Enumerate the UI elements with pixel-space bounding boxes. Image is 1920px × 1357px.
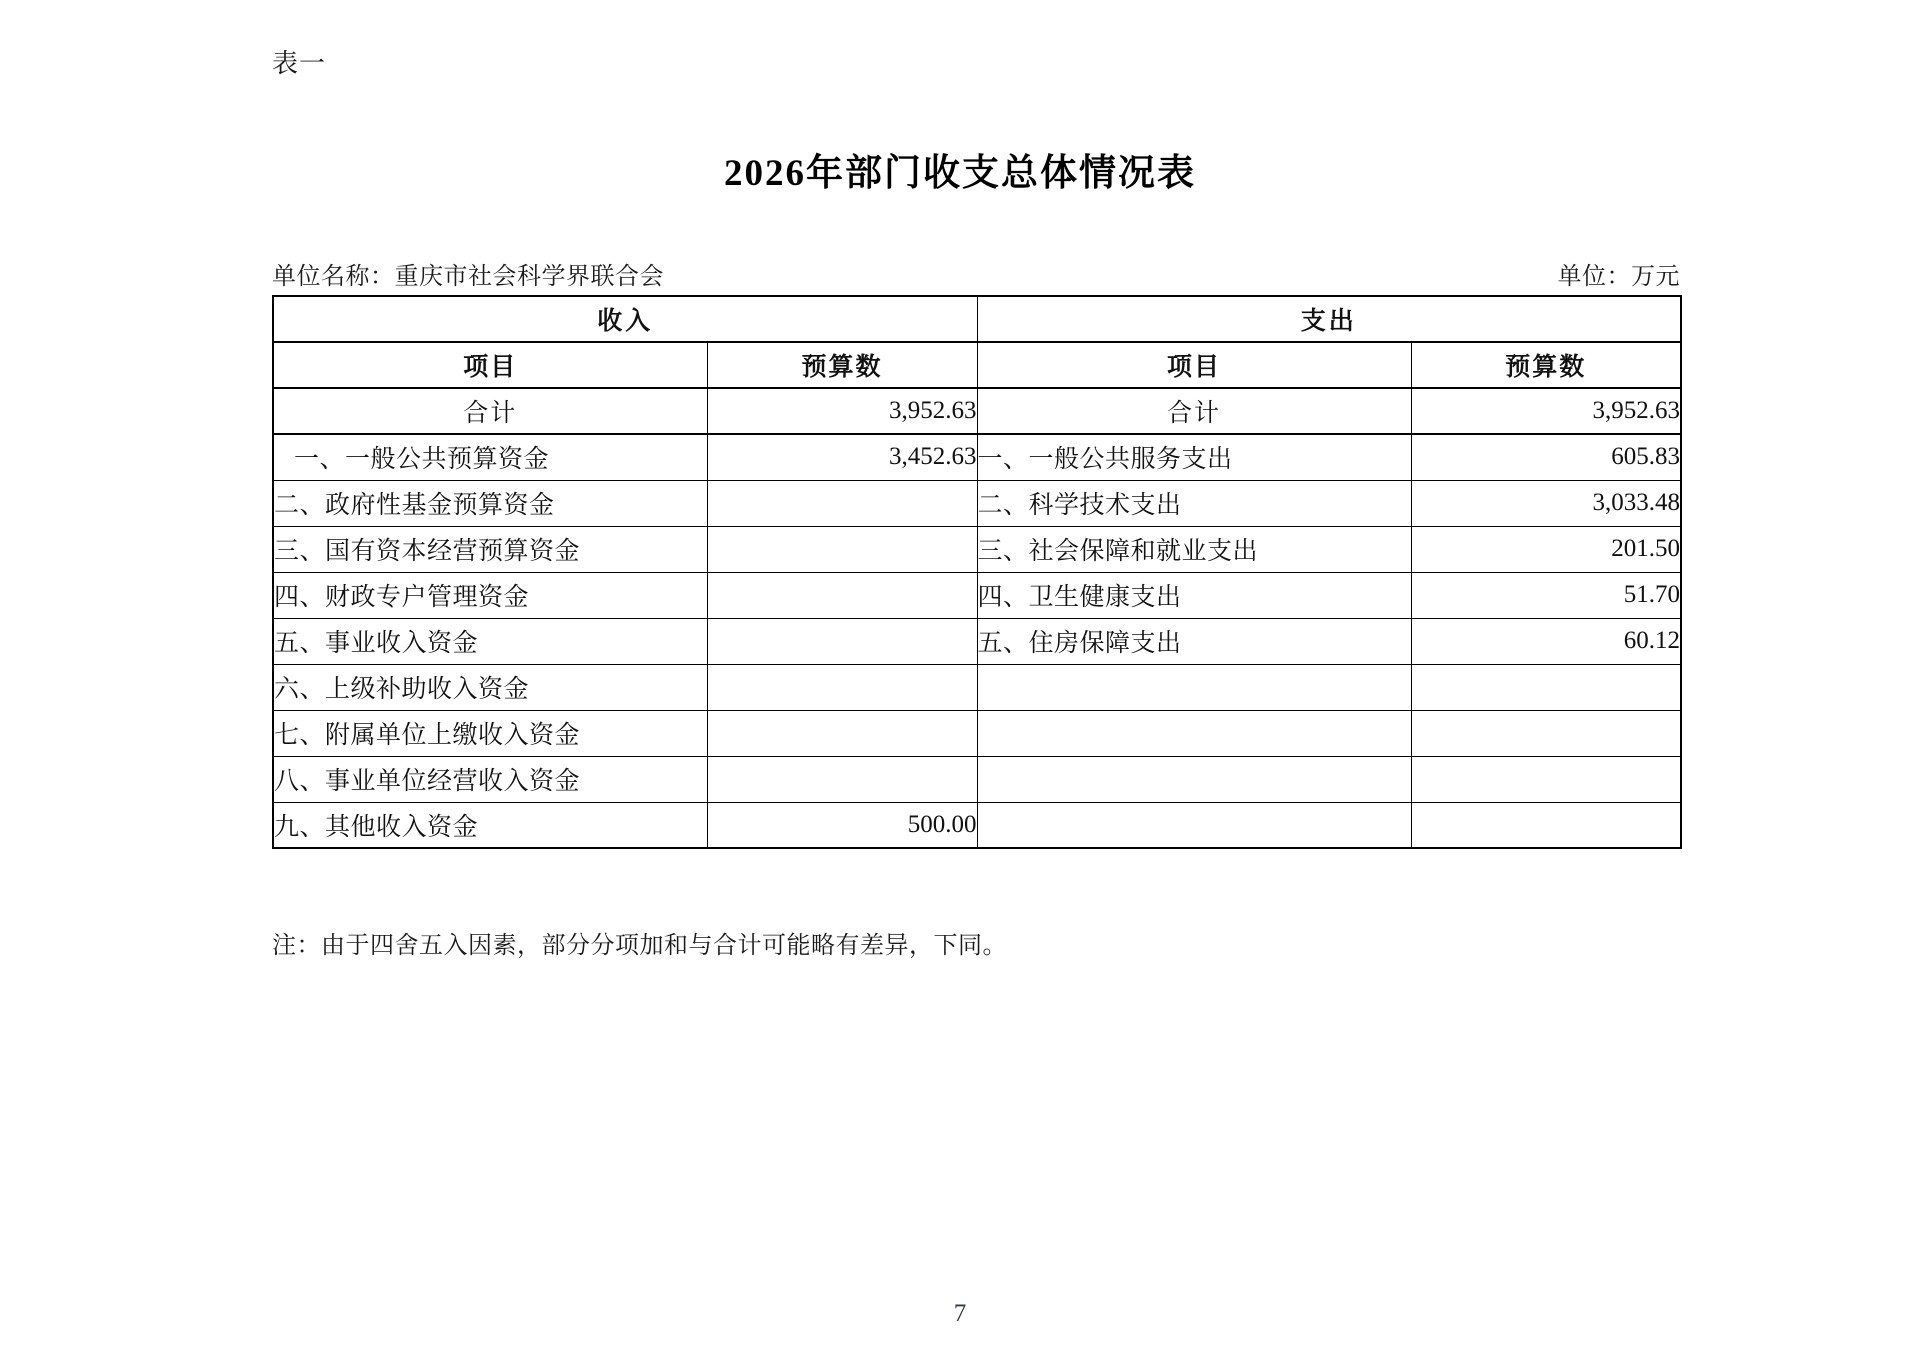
row-expenditure-item: [977, 756, 1411, 802]
row-expenditure-value: [1411, 710, 1681, 756]
budget-table: [272, 295, 1682, 849]
row-expenditure-item: [977, 664, 1411, 710]
table-group-header-row: [273, 296, 1681, 342]
row-expenditure-item: [977, 710, 1411, 756]
row-income-item: 五、事业收入资金: [273, 618, 707, 664]
row-income-value: [707, 756, 977, 802]
row-income-value: [707, 664, 977, 710]
row-expenditure-value: 605.83: [1411, 434, 1681, 480]
total-value-income: 3,952.63: [707, 388, 977, 434]
row-expenditure-value: 201.50: [1411, 526, 1681, 572]
table-row: [273, 710, 1681, 756]
column-header-expenditure-budget: 预算数: [1411, 342, 1681, 388]
table-total-row: [273, 388, 1681, 434]
row-expenditure-value: 3,033.48: [1411, 480, 1681, 526]
total-value-expenditure: 3,952.63: [1411, 388, 1681, 434]
row-income-item: 一、一般公共预算资金: [273, 434, 707, 480]
row-expenditure-item: [977, 802, 1411, 848]
page-number: 7: [953, 1300, 967, 1327]
row-expenditure-item: 三、社会保障和就业支出: [977, 526, 1411, 572]
row-expenditure-item: 四、卫生健康支出: [977, 572, 1411, 618]
row-income-item: 八、事业单位经营收入资金: [273, 756, 707, 802]
row-income-value: 3,452.63: [707, 434, 977, 480]
column-header-income-item: 项目: [273, 342, 707, 388]
table-row: [273, 756, 1681, 802]
row-income-value: [707, 480, 977, 526]
column-header-income-budget: 预算数: [707, 342, 977, 388]
table-row: [273, 572, 1681, 618]
table-row: [273, 618, 1681, 664]
table-row: [273, 664, 1681, 710]
table-column-header-row: [273, 342, 1681, 388]
row-expenditure-item: 一、一般公共服务支出: [977, 434, 1411, 480]
unit-name-label: 单位名称：重庆市社会科学界联合会: [272, 264, 664, 290]
row-income-value: [707, 572, 977, 618]
group-header-income: 收入: [273, 296, 977, 342]
group-header-expenditure: 支出: [977, 296, 1681, 342]
row-income-item: 七、附属单位上缴收入资金: [273, 710, 707, 756]
row-income-value: 500.00: [707, 802, 977, 848]
row-income-value: [707, 710, 977, 756]
total-label-income: 合计: [273, 388, 707, 434]
table-row: [273, 434, 1681, 480]
row-income-item: 九、其他收入资金: [273, 802, 707, 848]
meta-row: [272, 256, 1680, 290]
table-footnote: 注：由于四舍五入因素，部分分项加和与合计可能略有差异，下同。: [272, 933, 1007, 959]
row-expenditure-value: [1411, 756, 1681, 802]
column-header-expenditure-item: 项目: [977, 342, 1411, 388]
row-expenditure-item: 二、科学技术支出: [977, 480, 1411, 526]
row-income-value: [707, 526, 977, 572]
row-income-item: 六、上级补助收入资金: [273, 664, 707, 710]
page-title: 2026年部门收支总体情况表: [724, 153, 1196, 194]
table-row: [273, 526, 1681, 572]
amount-unit-label: 单位：万元: [1557, 264, 1680, 290]
row-expenditure-value: 51.70: [1411, 572, 1681, 618]
row-expenditure-value: [1411, 802, 1681, 848]
table-row: [273, 802, 1681, 848]
row-income-value: [707, 618, 977, 664]
sheet-label: 表一: [272, 49, 327, 78]
row-income-item: 三、国有资本经营预算资金: [273, 526, 707, 572]
total-label-expenditure: 合计: [977, 388, 1411, 434]
table-row: [273, 480, 1681, 526]
budget-table-container: [272, 295, 1680, 849]
row-expenditure-value: 60.12: [1411, 618, 1681, 664]
row-expenditure-item: 五、住房保障支出: [977, 618, 1411, 664]
row-expenditure-value: [1411, 664, 1681, 710]
row-income-item: 四、财政专户管理资金: [273, 572, 707, 618]
row-income-item: 二、政府性基金预算资金: [273, 480, 707, 526]
